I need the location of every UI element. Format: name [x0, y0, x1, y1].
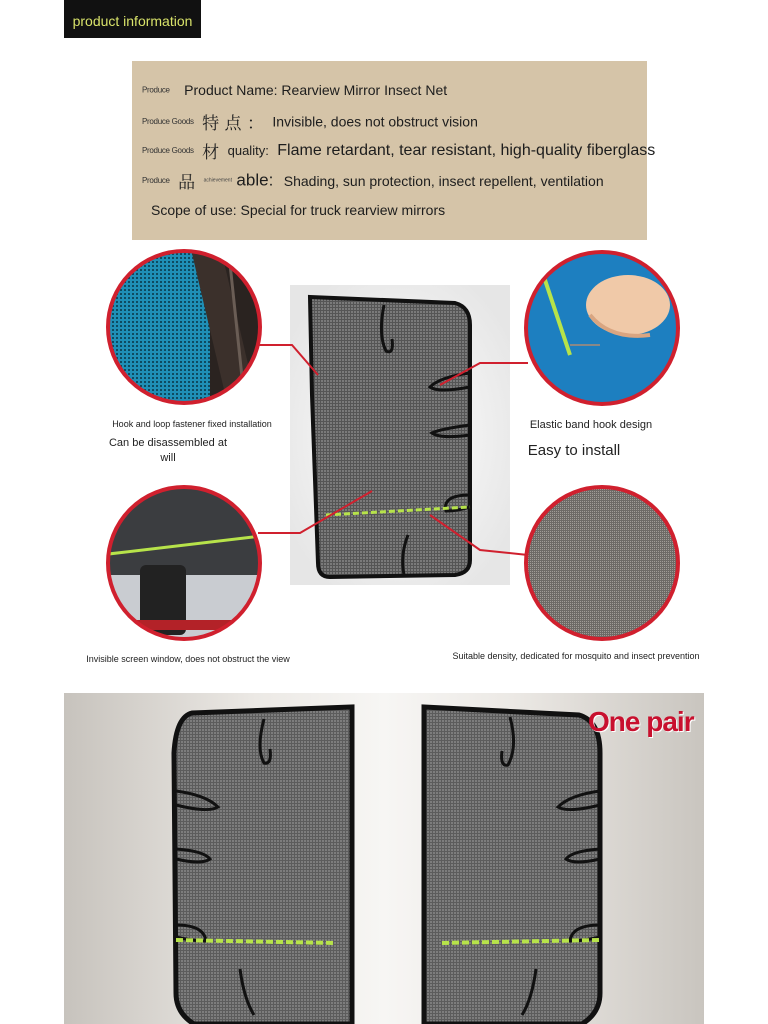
row-text: Invisible, does not obstruct vision [272, 113, 478, 130]
row-prefix: Produce [142, 85, 170, 95]
row-label: quality: [227, 143, 269, 158]
detail-window-view [100, 485, 270, 655]
one-pair-label: One pair [588, 706, 694, 737]
pair-photo [64, 693, 704, 1024]
caption-density: Suitable density, dedicated for mosquito and insect prevention [452, 651, 700, 661]
caption-disassemble-1: Can be disassembled at [108, 437, 228, 449]
info-row-ability [142, 168, 604, 193]
detail-elastic-hook [520, 245, 690, 415]
row-prefix: Produce [142, 176, 170, 185]
row-cn: 特 点 ： [202, 114, 264, 134]
row-prefix: Produce Goods [142, 146, 194, 155]
row-text: Scope of use: Special for truck rearview mirrors [151, 201, 446, 218]
detail-mesh-density [526, 487, 678, 639]
row-text: Shading, sun protection, insect repellent, ventilation [283, 172, 604, 189]
product-info-panel [132, 61, 656, 240]
net-left [174, 707, 352, 1024]
caption-disassemble-2: will [160, 452, 176, 464]
caption-elastic: Elastic band hook design [529, 419, 653, 431]
feature-diagram [0, 245, 768, 685]
row-text: Product Name: Rearview Mirror Insect Net [184, 81, 448, 98]
info-row-feature [142, 109, 478, 134]
insect-net-panel [310, 297, 470, 577]
info-row-name [142, 81, 447, 99]
row-cn: 材 [202, 143, 220, 163]
caption-invisible: Invisible screen window, does not obstruct the view [86, 654, 290, 664]
row-label: able: [236, 170, 274, 190]
caption-easy: Easy to install [527, 442, 621, 459]
caption-hook-loop: Hook and loop fastener fixed installation [112, 419, 272, 429]
row-text: Flame retardant, tear resistant, high-quality fiberglass [277, 141, 656, 159]
row-tiny: achievement [203, 177, 232, 184]
net-right [424, 707, 600, 1024]
section-tab: product information [64, 0, 201, 38]
info-row-scope [151, 201, 445, 219]
detail-hook-loop [100, 245, 270, 415]
row-cn: 品 [178, 173, 196, 193]
info-row-material [142, 138, 655, 163]
row-prefix: Produce Goods [142, 117, 194, 126]
